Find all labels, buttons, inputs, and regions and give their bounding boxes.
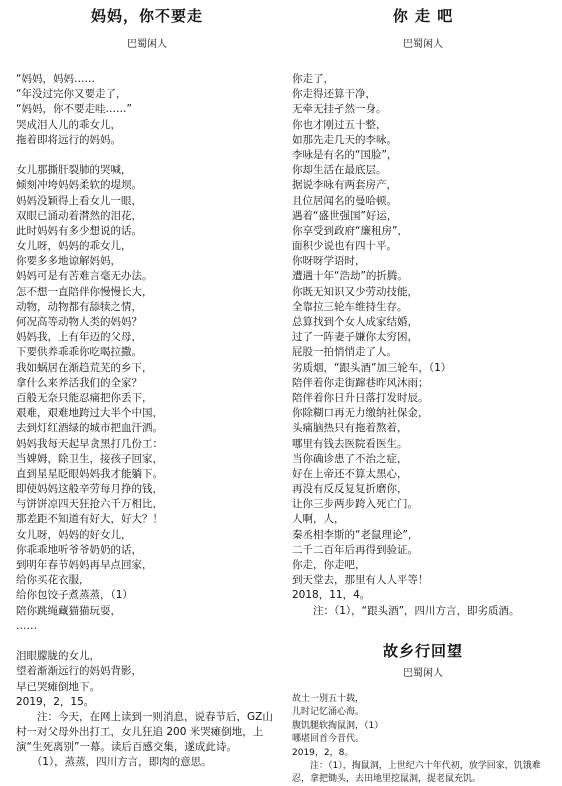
poem-line: 即使妈妈这般辛劳每月挣的钱，	[16, 483, 163, 496]
poem-line: 人啊，人，	[292, 513, 345, 526]
poem-note-2: （1），蒸蒸，四川方言，即肉的意思。	[16, 756, 212, 769]
poem-line: 无牵无挂孑然一身。	[292, 103, 387, 116]
poem-line: 二千二百年后再得到验证。	[292, 543, 418, 556]
poem-title: 妈妈，你不要走	[90, 7, 203, 25]
poem-line: 艰难，艰难地跨过大半个中国，	[16, 407, 163, 420]
poem-line: 好在上帝还不算太黑心，	[292, 467, 408, 480]
poem-line: 女儿呀，妈妈的乖女儿，	[16, 240, 132, 253]
poem-line: 哭成泪人儿的乖女儿，	[16, 118, 121, 131]
poem-line: 秦丞相李斯的“老鼠理论”，	[292, 528, 419, 541]
poem-line: 你既无知识又少劳动技能，	[292, 285, 418, 298]
poem-line: 你却生活在最底层。	[292, 164, 387, 177]
poem-body	[292, 72, 554, 604]
poem-line: 那差距不知道有好大，好大？！	[16, 513, 163, 526]
poem-line: 2018，11，4。	[292, 589, 371, 602]
poem-line: ……	[16, 619, 37, 632]
poem-line: 哪里有钱去医院看医生。	[292, 437, 408, 450]
poem-line: 当你确诊患了不治之症，	[292, 452, 408, 465]
poem-line: 望着渐渐远行的妈妈背影，	[16, 665, 142, 678]
poem-author: 巴蜀闲人	[403, 39, 443, 50]
poem-line: 给你买花衣服，	[16, 574, 90, 587]
poem-line: 且位居闻名的曼哈顿。	[292, 194, 397, 207]
poem-line: 陪你跳绳藏猫猫玩耍，	[16, 604, 121, 617]
poem-line: 头痛脑热只有拖着熬着，	[292, 422, 408, 435]
poem-line: 下要供养乖乖你吃喝拉撒。	[16, 346, 142, 359]
poem-line: 你呀呀学语时，	[292, 255, 366, 268]
stanza-break	[16, 148, 278, 163]
poem-body	[16, 72, 278, 710]
poem-line: 你走，你走吧，	[292, 559, 366, 571]
poem-line: 陪伴着你走街蹿巷昨风沐雨；	[292, 376, 429, 389]
poem-title-2: 故乡行回望	[382, 641, 463, 660]
poem-line: 过了一阵妻子嫌你太穷困，	[292, 331, 418, 344]
poem-line: 妈妈没颖得上看女儿一眼，	[16, 194, 142, 207]
poem-line: 腹饥腿软掏鼠洞，（1）	[292, 720, 384, 731]
poem-line: 陪伴着你日升日落打发时辰。	[292, 391, 429, 404]
poem-line: 2019，2，15。	[16, 695, 95, 708]
poem-line: 妈妈我，上有年迈的父母，	[16, 331, 142, 344]
poem-line: 你乖乖地听爷爷奶奶的话，	[16, 543, 142, 556]
poem-line: 此时妈妈有多少想说的话。	[16, 224, 142, 237]
poem-line: 直到星星眨眼妈妈我才能躺下。	[16, 467, 163, 480]
poem-line: 你走得还算干净，	[292, 88, 376, 101]
poem-line: “妈妈，你不要走哇……”	[16, 103, 132, 116]
poem-line: 哪堪回首今昔代。	[292, 734, 365, 745]
poem-line: 双眼已涌动着潸然的泪花，	[16, 209, 142, 222]
poem-line: 拿什么来养活我们的全家？	[16, 376, 142, 389]
poem-line: 你除糊口再无力缴纳社保金，	[292, 407, 429, 420]
poem-line: 屁股一拍悄悄走了人。	[292, 346, 397, 359]
poem-title: 你 走 吧	[392, 7, 454, 25]
poem-line: 给你包饺子煮蒸蒸，（1）	[16, 589, 133, 602]
poem-line: 女儿那撕肝裂肺的哭喊，	[16, 164, 132, 177]
poem-line: 动物，动物都有舔犊之情，	[16, 300, 142, 313]
poem-line: 儿时记忆涌心海。	[292, 707, 365, 718]
poem-line: 泪眼朦胧的女儿，	[16, 650, 100, 663]
poem-line: 妈妈可是有苦难言毫无办法。	[16, 270, 153, 283]
left-column	[16, 0, 278, 771]
right-column	[292, 0, 554, 786]
poem-line: 何况高等动物人类的妈妈？	[16, 316, 142, 328]
poem-line: 故土一别五十载，	[292, 693, 365, 704]
poem-note-3: 注：（1），掏鼠洞，上世纪六十年代初，放学回家，饥饿难忍，拿把锄头，去田地里挖鼠洞，捉老鼠充饥。	[292, 761, 541, 785]
poem-line: 你享受到政府“廉租房”，	[292, 224, 408, 237]
poem-line: 遇着“盛世强国”好运，	[292, 209, 398, 222]
stanza-break	[16, 634, 278, 649]
poem-line: 早已哭瘫倒地下。	[16, 680, 100, 693]
poem-note: 注：今天，在网上读到一则消息，说春节后，GZ山村一对父母外出打工，女儿狂追 200 米哭瘫倒地，上演“生死离别”一幕。读后百感交集，遂成此诗。	[16, 710, 273, 754]
poem-line: 到明年春节妈妈再早点回家，	[16, 559, 153, 571]
poem-note: 注：（1），“跟头酒”，四川方言，即劣质酒。	[292, 604, 520, 617]
poem-line: “年没过完你又要走了，	[16, 88, 127, 101]
poem-line: 当婢姆，除卫生，接孩子回家，	[16, 452, 163, 465]
poem-line: 总算找到个女人成家结婚，	[292, 316, 418, 328]
poem-line: 你走了，	[292, 73, 334, 85]
poem-line: 李咏是有名的“国脸”，	[292, 148, 398, 161]
poem-line: 面积少说也有四十平。	[292, 240, 397, 253]
poem-line: 据说李咏有两套房产，	[292, 179, 397, 192]
poem-line: 你也才刚过五十整，	[292, 118, 387, 131]
poem-line: 再没有反反复复折磨你，	[292, 483, 408, 496]
poem-line: 让你三步两步跨入死亡门。	[292, 498, 418, 511]
poem-author-2: 巴蜀闲人	[403, 667, 443, 679]
poem-line: 怎不想一直陪伴你慢慢长大，	[16, 285, 153, 298]
poem-line: “妈妈，妈妈……	[16, 73, 95, 85]
poem-line: 你要多多地谅解妈妈，	[16, 255, 121, 268]
poem-line: 去到灯红酒绿的城市把血汗洒。	[16, 422, 163, 435]
poem-line: 女儿呀，妈妈的好女儿，	[16, 528, 132, 541]
poem-line: 拖着即将远行的妈妈。	[16, 133, 121, 146]
poem-line: 妈妈我每天起早贪黑打几份工：	[16, 437, 163, 450]
poem-line: 全靠拉三轮车维持生存。	[292, 300, 408, 313]
poem-author: 巴蜀闲人	[127, 39, 167, 50]
poem-line: 到天堂去，那里有人人平等！	[292, 574, 429, 587]
poem-line: 2019，2，8。	[292, 747, 354, 758]
poem-body-2	[292, 693, 554, 761]
poem-line: 百般无奈只能忍痛把你丢下，	[16, 391, 153, 404]
poem-line: 遭遇十年“浩劫”的折腾。	[292, 270, 408, 283]
poem-line: 倾刻冲垮妈妈柔软的堤坝。	[16, 179, 142, 192]
poem-line: 与饼饼凉四天狂抢六千万相比，	[16, 498, 163, 511]
poem-line: 劣质烟，“跟头酒”加三轮车，（1）	[292, 361, 452, 374]
poem-line: 如那先走几天的李咏。	[292, 133, 397, 146]
poem-line: 我如蜗居在渐趋荒芜的乡下，	[16, 361, 153, 374]
